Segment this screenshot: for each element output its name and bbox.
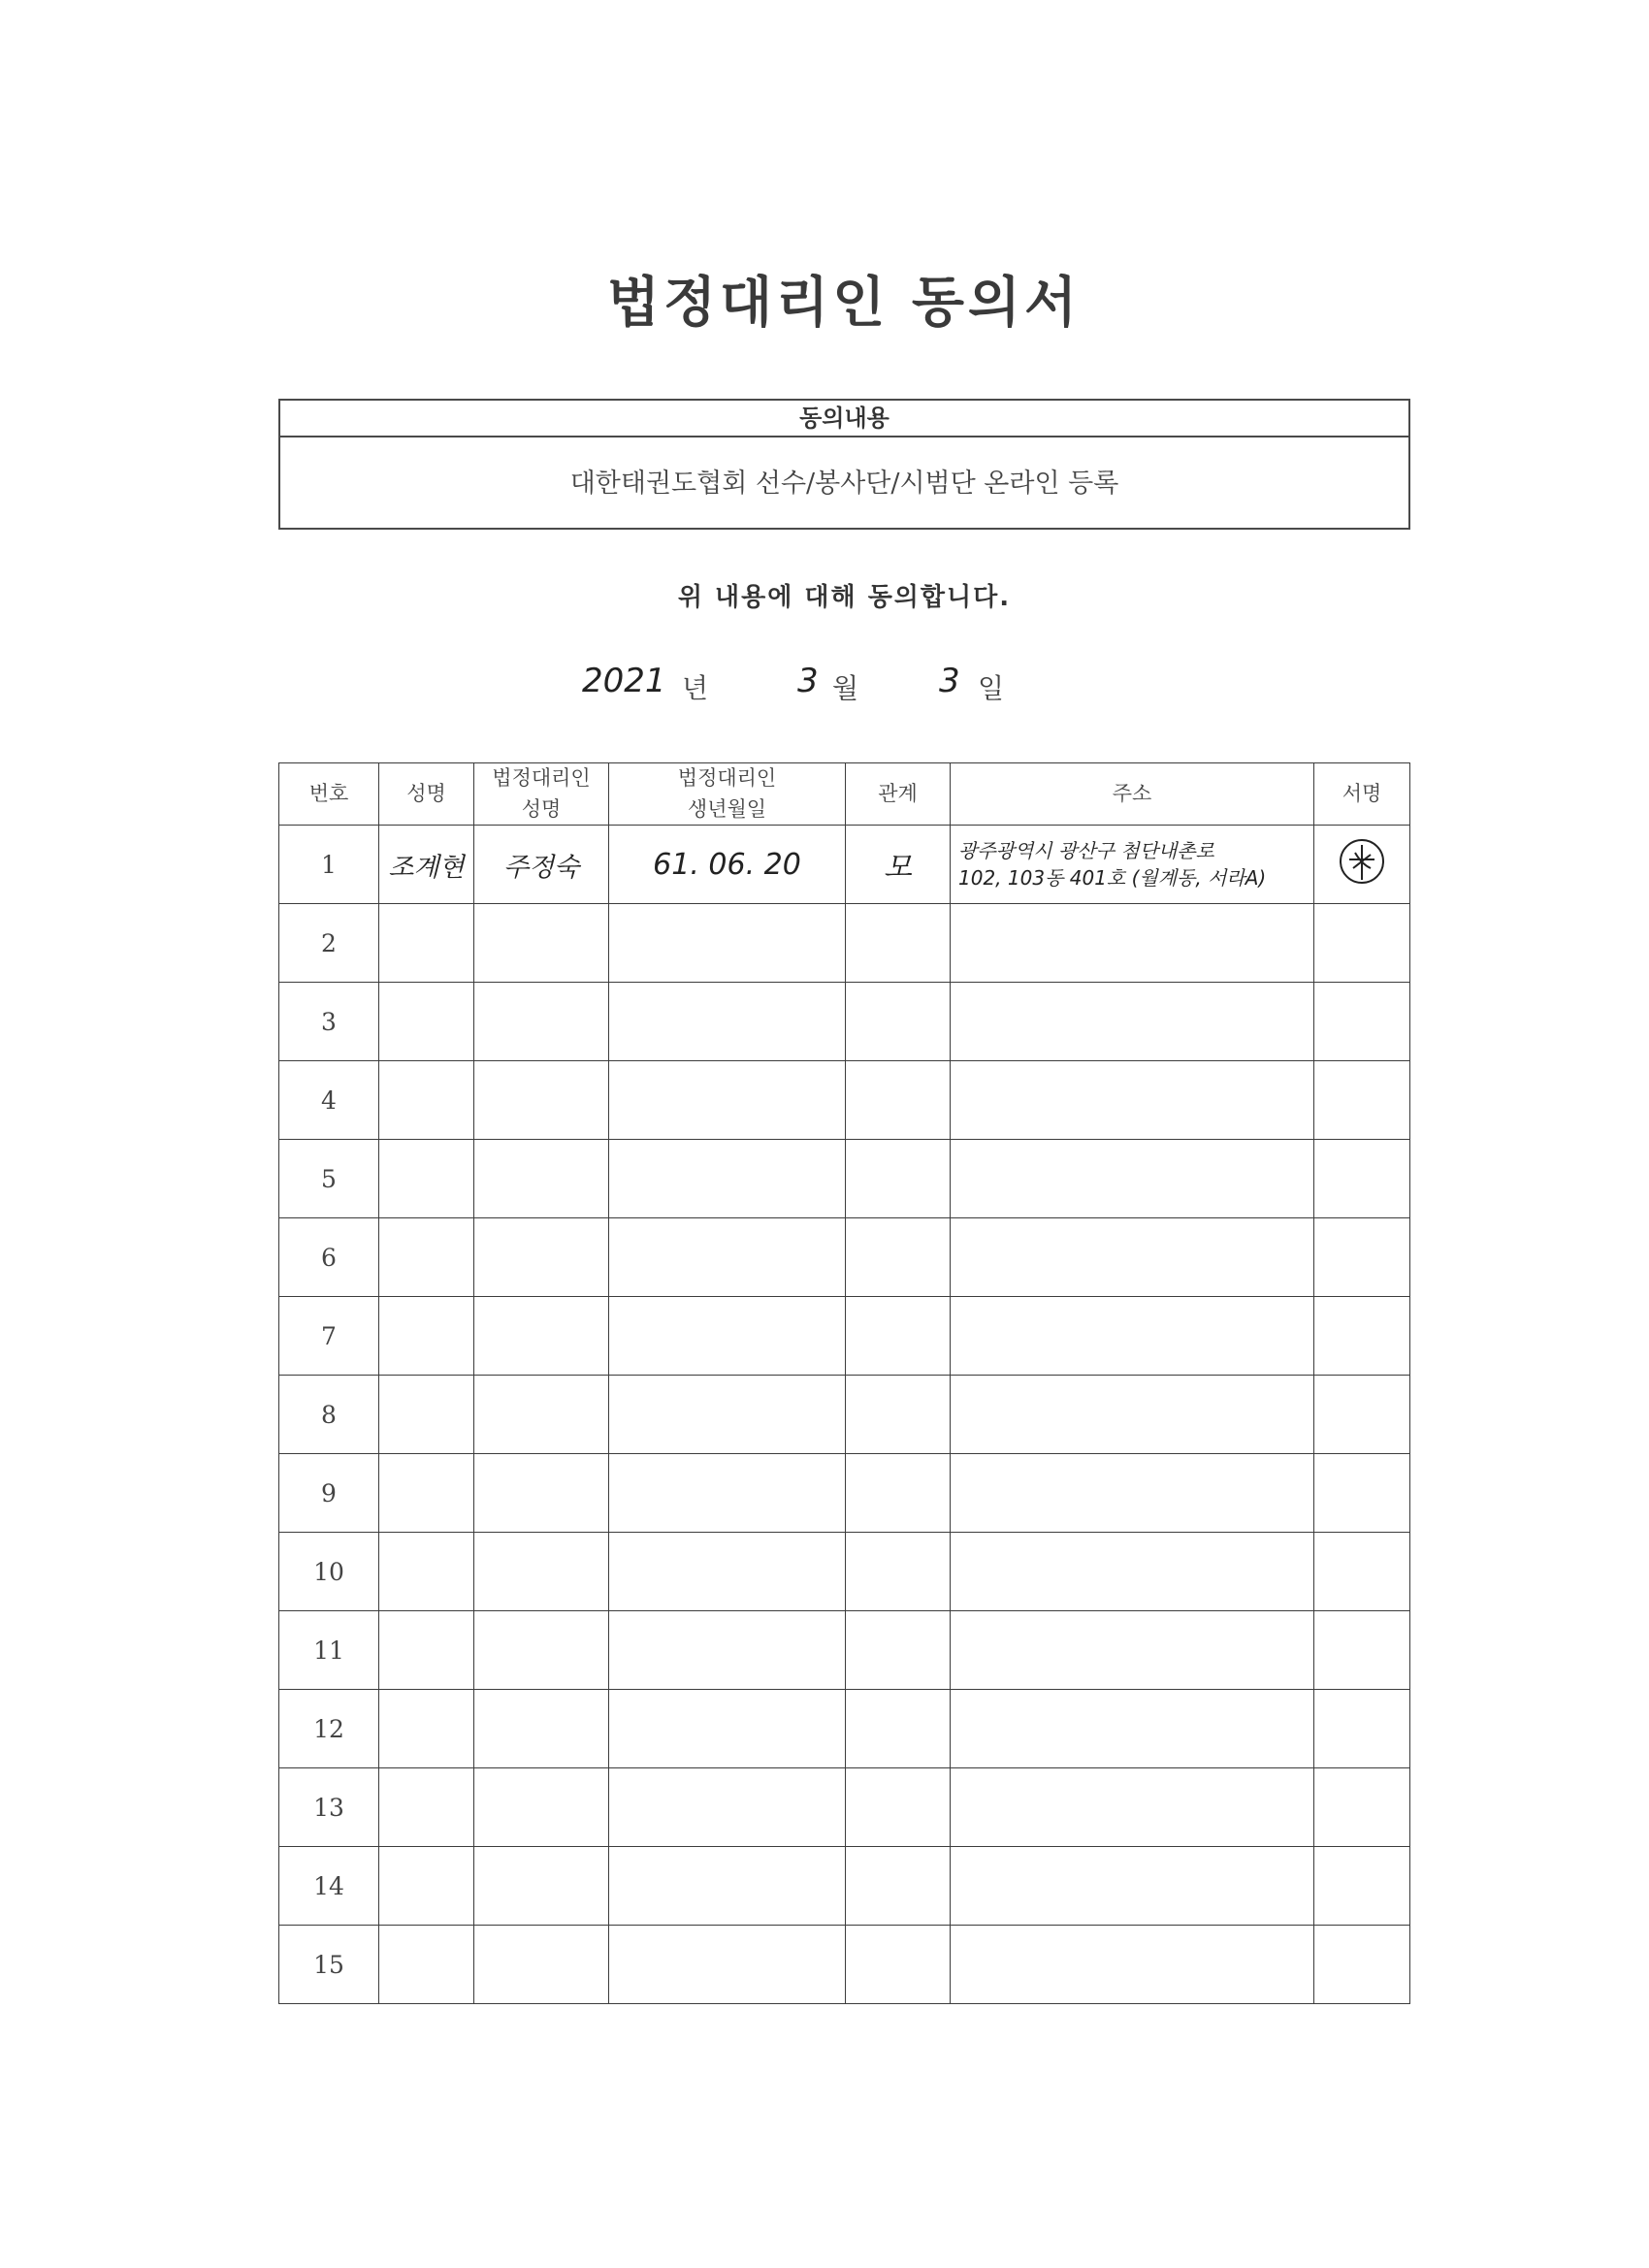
cell-relation <box>846 1376 951 1454</box>
cell-name: 조계현 <box>379 826 474 904</box>
cell-guardian-name <box>474 1454 609 1533</box>
cell-guardian-name <box>474 1611 609 1690</box>
cell-name <box>379 1218 474 1297</box>
cell-guardian-name <box>474 904 609 983</box>
cell-no: 13 <box>279 1768 379 1847</box>
cell-guardian-birth: 61. 06. 20 <box>609 826 846 904</box>
cell-guardian-birth <box>609 1140 846 1218</box>
consent-header: 동의내용 <box>280 401 1408 437</box>
cell-name <box>379 1376 474 1454</box>
table-row <box>279 1218 1410 1297</box>
table-row <box>279 1611 1410 1690</box>
table-row <box>279 1376 1410 1454</box>
cell-relation <box>846 1061 951 1140</box>
cell-relation <box>846 1297 951 1376</box>
header-name: 성명 <box>379 763 474 826</box>
cell-name <box>379 1768 474 1847</box>
cell-guardian-name <box>474 1690 609 1768</box>
cell-name <box>379 904 474 983</box>
cell-address <box>951 826 1314 904</box>
cell-guardian-birth <box>609 1768 846 1847</box>
cell-address <box>951 1926 1314 2004</box>
date-day: 3 <box>939 662 960 700</box>
cell-guardian-name <box>474 1218 609 1297</box>
cell-address <box>951 1297 1314 1376</box>
table-row <box>279 983 1410 1061</box>
header-signature: 서명 <box>1314 763 1410 826</box>
date-month: 3 <box>797 662 819 700</box>
cell-signature <box>1314 1140 1410 1218</box>
cell-guardian-name <box>474 1768 609 1847</box>
cell-address <box>951 1376 1314 1454</box>
table-row <box>279 904 1410 983</box>
cell-signature <box>1314 1847 1410 1926</box>
cell-relation <box>846 1611 951 1690</box>
cell-name <box>379 983 474 1061</box>
cell-guardian-birth <box>609 1061 846 1140</box>
consent-box <box>278 399 1410 530</box>
cell-guardian-birth <box>609 1533 846 1611</box>
cell-no: 7 <box>279 1297 379 1376</box>
cell-address <box>951 1847 1314 1926</box>
cell-relation <box>846 1140 951 1218</box>
header-guardian-name-line2: 성명 <box>521 796 562 821</box>
cell-address <box>951 1690 1314 1768</box>
table-row <box>279 1847 1410 1926</box>
date-year-unit: 년 <box>682 672 709 704</box>
cell-signature <box>1314 1611 1410 1690</box>
cell-guardian-name <box>474 1297 609 1376</box>
cell-signature <box>1314 1297 1410 1376</box>
cell-relation <box>846 983 951 1061</box>
cell-relation <box>846 1926 951 2004</box>
header-guardian-birth-line1: 법정대리인 <box>677 766 777 790</box>
table-row <box>279 1690 1410 1768</box>
cell-no: 4 <box>279 1061 379 1140</box>
cell-signature <box>1314 1376 1410 1454</box>
cell-address <box>951 1533 1314 1611</box>
cell-no: 5 <box>279 1140 379 1218</box>
cell-guardian-birth <box>609 1690 846 1768</box>
document-title: 법정대리인 동의서 <box>606 272 1082 335</box>
cell-no: 8 <box>279 1376 379 1454</box>
cell-guardian-birth <box>609 1376 846 1454</box>
cell-name <box>379 1061 474 1140</box>
cell-guardian-name: 주정숙 <box>474 826 609 904</box>
cell-name <box>379 1611 474 1690</box>
cell-relation <box>846 1533 951 1611</box>
cell-relation <box>846 904 951 983</box>
cell-no: 2 <box>279 904 379 983</box>
registration-table <box>278 762 1410 2004</box>
table-row <box>279 1926 1410 2004</box>
cell-name <box>379 1926 474 2004</box>
cell-signature <box>1314 1454 1410 1533</box>
cell-relation: 모 <box>846 826 951 904</box>
cell-guardian-birth <box>609 983 846 1061</box>
cell-relation <box>846 1454 951 1533</box>
table-header-row <box>279 763 1410 826</box>
cell-relation <box>846 1690 951 1768</box>
cell-relation <box>846 1218 951 1297</box>
cell-name <box>379 1140 474 1218</box>
date-day-unit: 일 <box>978 672 1005 704</box>
cell-no: 6 <box>279 1218 379 1297</box>
date-year: 2021 <box>582 662 666 700</box>
cell-no: 10 <box>279 1533 379 1611</box>
cell-guardian-name <box>474 1140 609 1218</box>
cell-address <box>951 1218 1314 1297</box>
cell-signature <box>1314 1218 1410 1297</box>
table-row <box>279 1140 1410 1218</box>
cell-guardian-name <box>474 1376 609 1454</box>
cell-guardian-birth <box>609 1454 846 1533</box>
cell-signature <box>1314 983 1410 1061</box>
cell-name <box>379 1297 474 1376</box>
cell-address <box>951 1454 1314 1533</box>
cell-guardian-birth <box>609 904 846 983</box>
header-guardian-name-line1: 법정대리인 <box>492 766 591 790</box>
address-line1: 광주광역시 광산구 첨단내촌로 <box>958 839 1214 862</box>
cell-guardian-name <box>474 1533 609 1611</box>
cell-guardian-name <box>474 1061 609 1140</box>
cell-relation <box>846 1847 951 1926</box>
cell-signature <box>1314 1690 1410 1768</box>
cell-signature <box>1314 1533 1410 1611</box>
cell-signature <box>1314 1926 1410 2004</box>
table-row <box>279 1768 1410 1847</box>
table-row <box>279 1454 1410 1533</box>
header-guardian-birth <box>609 763 846 826</box>
cell-relation <box>846 1768 951 1847</box>
header-relation: 관계 <box>846 763 951 826</box>
handwritten-seal-icon <box>1336 835 1388 888</box>
cell-guardian-name <box>474 1926 609 2004</box>
table-row <box>279 1297 1410 1376</box>
cell-no: 12 <box>279 1690 379 1768</box>
cell-no: 11 <box>279 1611 379 1690</box>
cell-no: 14 <box>279 1847 379 1926</box>
cell-guardian-name <box>474 983 609 1061</box>
cell-name <box>379 1454 474 1533</box>
table-row <box>279 1061 1410 1140</box>
cell-signature <box>1314 904 1410 983</box>
cell-no: 3 <box>279 983 379 1061</box>
cell-no: 9 <box>279 1454 379 1533</box>
cell-name <box>379 1533 474 1611</box>
cell-signature <box>1314 1768 1410 1847</box>
cell-address <box>951 1140 1314 1218</box>
cell-guardian-birth <box>609 1297 846 1376</box>
header-guardian-name <box>474 763 609 826</box>
header-guardian-birth-line2: 생년월일 <box>687 796 767 821</box>
cell-address <box>951 1611 1314 1690</box>
cell-guardian-name <box>474 1847 609 1926</box>
cell-signature <box>1314 1061 1410 1140</box>
cell-address <box>951 1768 1314 1847</box>
cell-name <box>379 1847 474 1926</box>
cell-guardian-birth <box>609 1926 846 2004</box>
cell-signature <box>1314 826 1410 904</box>
cell-guardian-birth <box>609 1218 846 1297</box>
agree-statement: 위 내용에 대해 동의합니다. <box>677 583 1012 612</box>
consent-body: 대한태권도협회 선수/봉사단/시범단 온라인 등록 <box>569 469 1119 499</box>
cell-address <box>951 904 1314 983</box>
cell-address <box>951 983 1314 1061</box>
header-no: 번호 <box>279 763 379 826</box>
table-row <box>279 826 1410 904</box>
cell-guardian-birth <box>609 1847 846 1926</box>
cell-no: 15 <box>279 1926 379 2004</box>
cell-guardian-birth <box>609 1611 846 1690</box>
cell-name <box>379 1690 474 1768</box>
date-month-unit: 월 <box>832 672 859 704</box>
cell-no: 1 <box>279 826 379 904</box>
address-line2: 102, 103동 401호 (월계동, 서라A) <box>958 866 1267 890</box>
header-address: 주소 <box>951 763 1314 826</box>
cell-address <box>951 1061 1314 1140</box>
table-row <box>279 1533 1410 1611</box>
